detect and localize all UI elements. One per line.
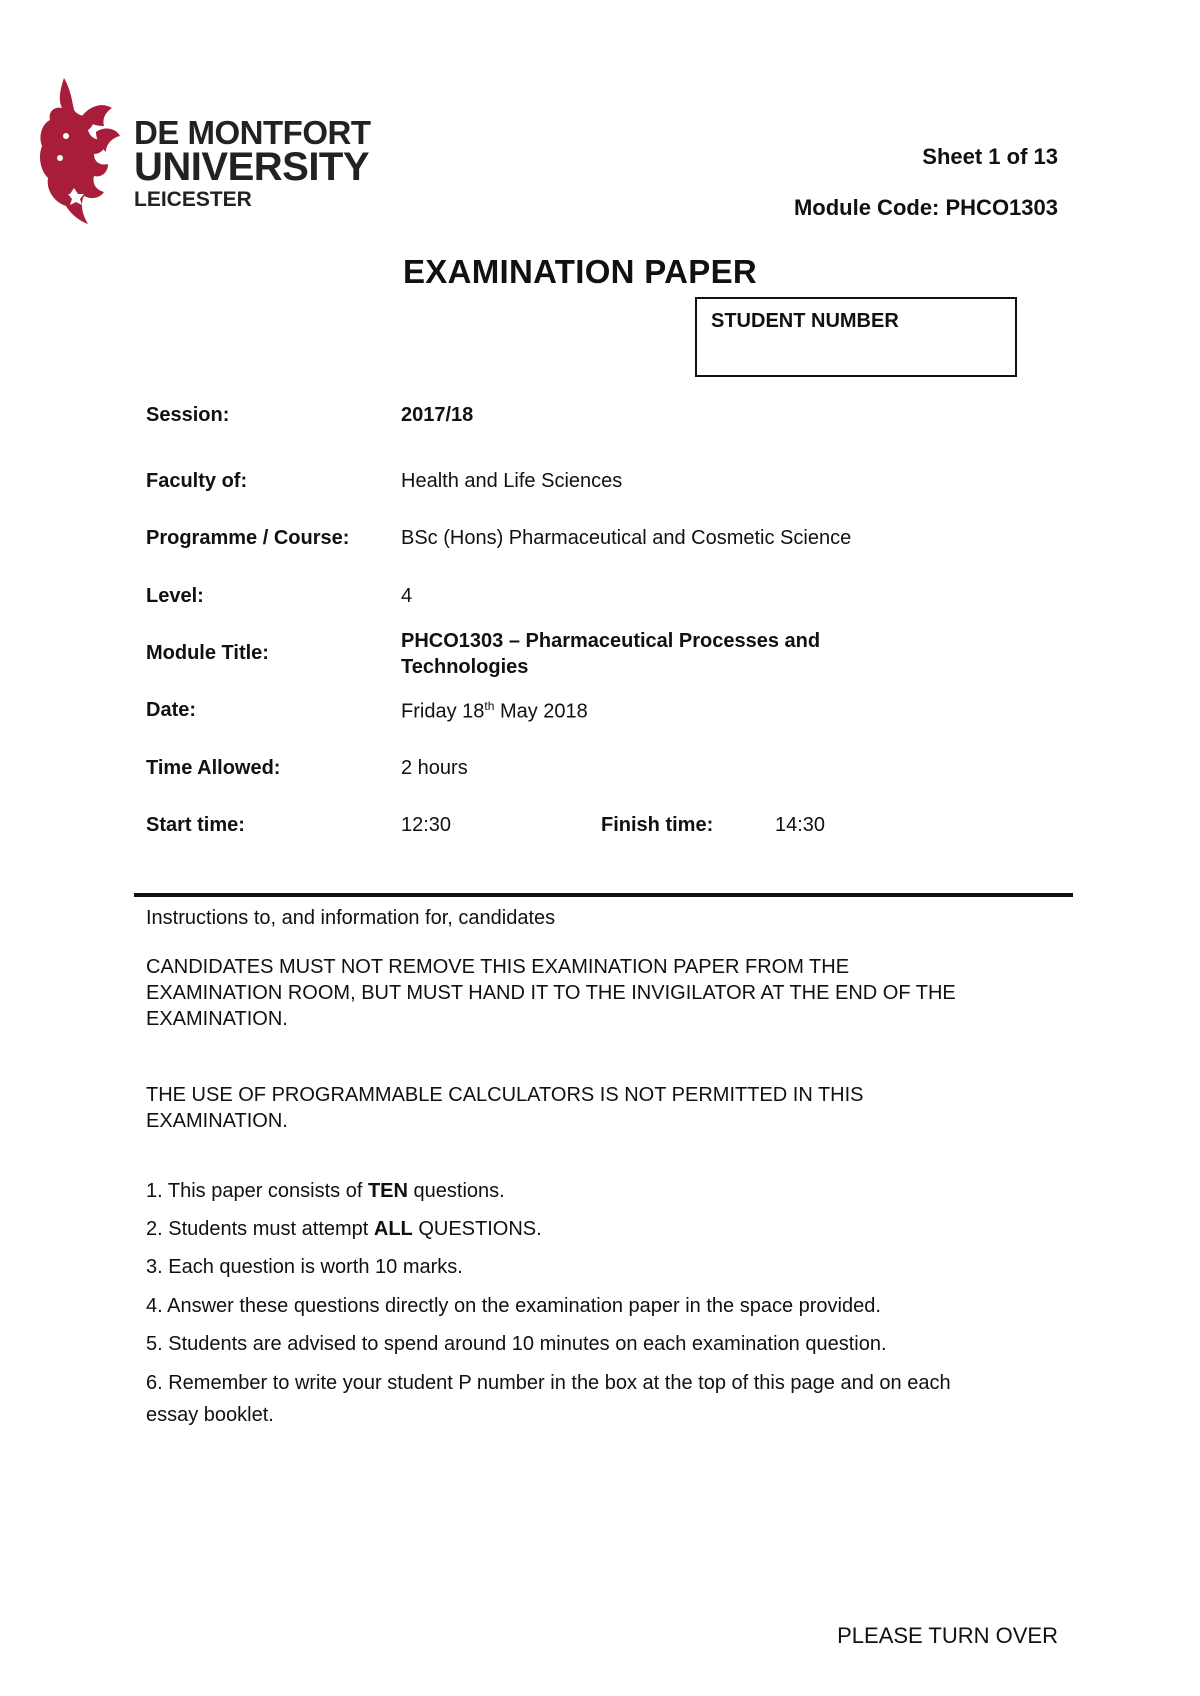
divider bbox=[134, 893, 1073, 897]
start-time-label: Start time: bbox=[146, 814, 245, 836]
list-item bbox=[146, 1176, 1066, 1206]
date-label: Date: bbox=[146, 699, 197, 721]
item-1-emphasis: TEN bbox=[367, 1180, 408, 1202]
list-item: 3. Each question is worth 10 marks. bbox=[146, 1256, 463, 1278]
paragraph-1-line-1: CANDIDATES MUST NOT REMOVE THIS EXAMINATION PAPER FROM THE bbox=[146, 956, 850, 978]
faculty-value: Health and Life Sciences bbox=[401, 470, 623, 492]
item-2-emphasis: ALL bbox=[373, 1218, 413, 1240]
finish-time-label: Finish time: bbox=[601, 814, 714, 836]
time-allowed-label: Time Allowed: bbox=[146, 757, 281, 779]
lion-emblem-icon bbox=[36, 76, 136, 226]
logo-line-2: UNIVERSITY bbox=[134, 145, 370, 189]
instructions-paragraph-2 bbox=[146, 1082, 1066, 1134]
start-time-value: 12:30 bbox=[401, 814, 452, 836]
logo-line-1: DE MONTFORT bbox=[134, 114, 371, 151]
paragraph-2-line-1: THE USE OF PROGRAMMABLE CALCULATORS IS NOT PERMITTED IN THIS bbox=[146, 1084, 864, 1106]
module-title-line-2: Technologies bbox=[401, 656, 529, 678]
instructions-heading: Instructions to, and information for, candidates bbox=[146, 907, 556, 929]
item-6-line-2: essay booklet. bbox=[146, 1404, 274, 1426]
date-day: Friday 18 bbox=[401, 700, 485, 723]
module-title-label: Module Title: bbox=[146, 642, 269, 664]
list-item bbox=[146, 1367, 1066, 1431]
page-title: EXAMINATION PAPER bbox=[402, 253, 758, 290]
programme-label: Programme / Course: bbox=[146, 527, 350, 549]
time-allowed-value: 2 hours bbox=[401, 757, 468, 779]
item-2-text: 2. Students must attempt bbox=[146, 1218, 374, 1240]
paragraph-1-line-3: EXAMINATION. bbox=[146, 1008, 288, 1030]
level-label: Level: bbox=[146, 585, 204, 607]
logo-line-3: LEICESTER bbox=[134, 188, 252, 211]
faculty-label: Faculty of: bbox=[146, 470, 248, 492]
date-month-year: May 2018 bbox=[494, 700, 588, 723]
date-value bbox=[401, 699, 588, 724]
list-item: 4. Answer these questions directly on the examination paper in the space provided. bbox=[146, 1295, 881, 1317]
item-2-text-end: QUESTIONS. bbox=[412, 1218, 542, 1240]
student-number-box[interactable] bbox=[695, 297, 1017, 377]
logo-wordmark bbox=[134, 116, 370, 210]
item-1-text: 1. This paper consists of bbox=[146, 1180, 368, 1202]
item-1-text-end: questions. bbox=[407, 1180, 505, 1202]
date-ordinal: th bbox=[484, 699, 495, 713]
item-6-line-1: 6. Remember to write your student P number in the box at the top of this page and on each bbox=[146, 1372, 951, 1394]
programme-value: BSc (Hons) Pharmaceutical and Cosmetic Science bbox=[401, 527, 852, 549]
list-item bbox=[146, 1214, 1066, 1244]
paragraph-1-line-2: EXAMINATION ROOM, BUT MUST HAND IT TO THE INVIGILATOR AT THE END OF THE bbox=[146, 982, 956, 1004]
student-number-label: STUDENT NUMBER bbox=[711, 310, 899, 332]
paragraph-2-line-2: EXAMINATION. bbox=[146, 1110, 288, 1132]
session-label: Session: bbox=[146, 404, 230, 426]
sheet-number: Sheet 1 of 13 bbox=[922, 144, 1058, 169]
module-title-line-1: PHCO1303 – Pharmaceutical Processes and bbox=[401, 630, 821, 652]
turn-over-note: PLEASE TURN OVER bbox=[837, 1623, 1058, 1648]
session-value: 2017/18 bbox=[401, 404, 474, 426]
finish-time-value: 14:30 bbox=[775, 814, 826, 836]
module-code: Module Code: PHCO1303 bbox=[793, 195, 1058, 220]
list-item: 5. Students are advised to spend around 10 minutes on each examination question. bbox=[146, 1333, 887, 1355]
instructions-paragraph-1 bbox=[146, 954, 1066, 1032]
university-logo bbox=[36, 76, 396, 226]
module-title-value bbox=[401, 628, 820, 680]
level-value: 4 bbox=[401, 585, 413, 607]
